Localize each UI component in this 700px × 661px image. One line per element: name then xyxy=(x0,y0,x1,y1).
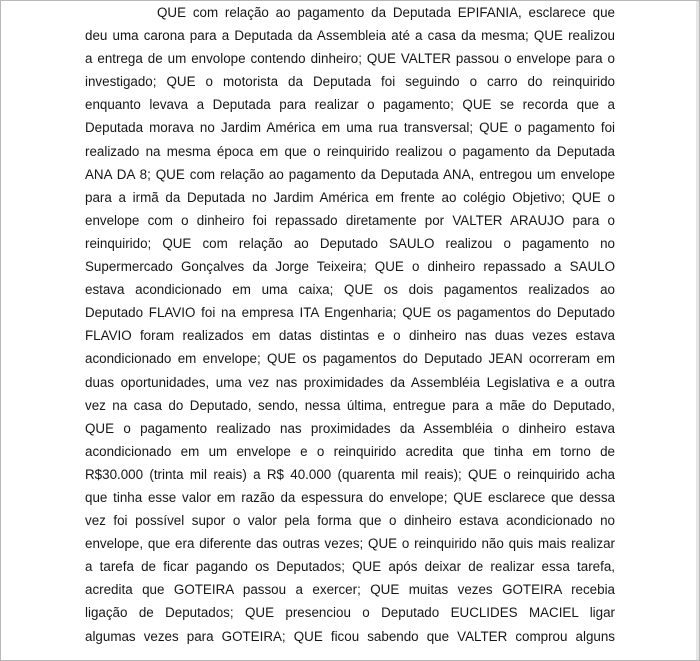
text-line: ANA DA 8; QUE com relação ao pagamento da Deputada ANA, entregou um envelope xyxy=(85,166,615,182)
text-line: envelope, que era diferente das outras vezes; QUE o reinquirido não quis mais realizar xyxy=(85,536,615,552)
text-line: vez foi possível supor o valor pela forma que o dinheiro estava acondicionado no xyxy=(85,513,615,529)
document-body xyxy=(85,1,615,648)
text-line: a entrega de um envolope contendo dinheiro; QUE VALTER passou o envelope para o xyxy=(85,51,615,67)
text-line: a tarefa de ficar pagando os Deputados; QUE após deixar de realizar essa tarefa, xyxy=(85,559,615,575)
text-line: reinquirido; QUE com relação ao Deputado SAULO realizou o pagamento no xyxy=(85,235,615,251)
text-line: QUE com relação ao pagamento da Deputada EPIFANIA, esclarece que xyxy=(157,5,615,20)
text-line: Supermercado Gonçalves da Jorge Teixeira; QUE o dinheiro repassado a SAULO xyxy=(85,259,615,275)
text-line: Deputado FLAVIO foi na empresa ITA Engenharia; QUE os pagamentos do Deputado xyxy=(85,305,615,321)
text-line: enquanto levava a Deputada para realizar o pagamento; QUE se recorda que a xyxy=(85,97,615,113)
text-line: que tinha esse valor em razão da espessura do envelope; QUE esclarece que dessa xyxy=(85,489,615,505)
text-line: duas oportunidades, uma vez nas proximidades da Assembléia Legislativa e a outra xyxy=(85,374,615,390)
text-line: investigado; QUE o motorista da Deputada foi seguindo o carro do reinquirido xyxy=(85,74,615,90)
text-line: acondicionado em envelope; QUE os pagamentos do Deputado JEAN ocorreram em xyxy=(85,351,615,367)
text-line: estava acondicionado em uma caixa; QUE os dois pagamentos realizados ao xyxy=(85,282,615,298)
text-line: envelope com o dinheiro foi repassado diretamente por VALTER ARAUJO para o xyxy=(85,212,615,228)
text-line: realizado na mesma época em que o reinquirido realizou o pagamento da Deputada xyxy=(85,143,615,159)
text-line: FLAVIO foram realizados em datas distintas e o dinheiro nas duas vezes estava xyxy=(85,328,615,344)
text-line: R$30.000 (trinta mil reais) a R$ 40.000 (quarenta mil reais); QUE o reinquirido acha xyxy=(85,466,615,482)
text-line: QUE o pagamento realizado nas proximidades da Assembléia o dinheiro estava xyxy=(85,420,615,436)
text-line: para a irmã da Deputada no Jardim América em frente ao colégio Objetivo; QUE o xyxy=(85,189,615,205)
text-line: acredita que GOTEIRA passou a exercer; QUE muitas vezes GOTEIRA recebia xyxy=(85,582,615,598)
text-line: acondicionado em um envelope e o reinquirido acredita que tinha em torno de xyxy=(85,443,615,459)
text-line: vez na casa do Deputado, sendo, nessa última, entregue para a mãe do Deputado, xyxy=(85,397,615,413)
text-line: deu uma carona para a Deputada da Assembleia até a casa da mesma; QUE realizou xyxy=(85,28,615,44)
text-line: Deputada morava no Jardim América em uma rua transversal; QUE o pagamento foi xyxy=(85,120,615,136)
scan-edge-shadow xyxy=(696,1,699,660)
text-line: algumas vezes para GOTEIRA; QUE ficou sabendo que VALTER comprou alguns xyxy=(85,628,615,644)
text-line: ligação de Deputados; QUE presenciou o Deputado EUCLIDES MACIEL ligar xyxy=(85,605,615,621)
